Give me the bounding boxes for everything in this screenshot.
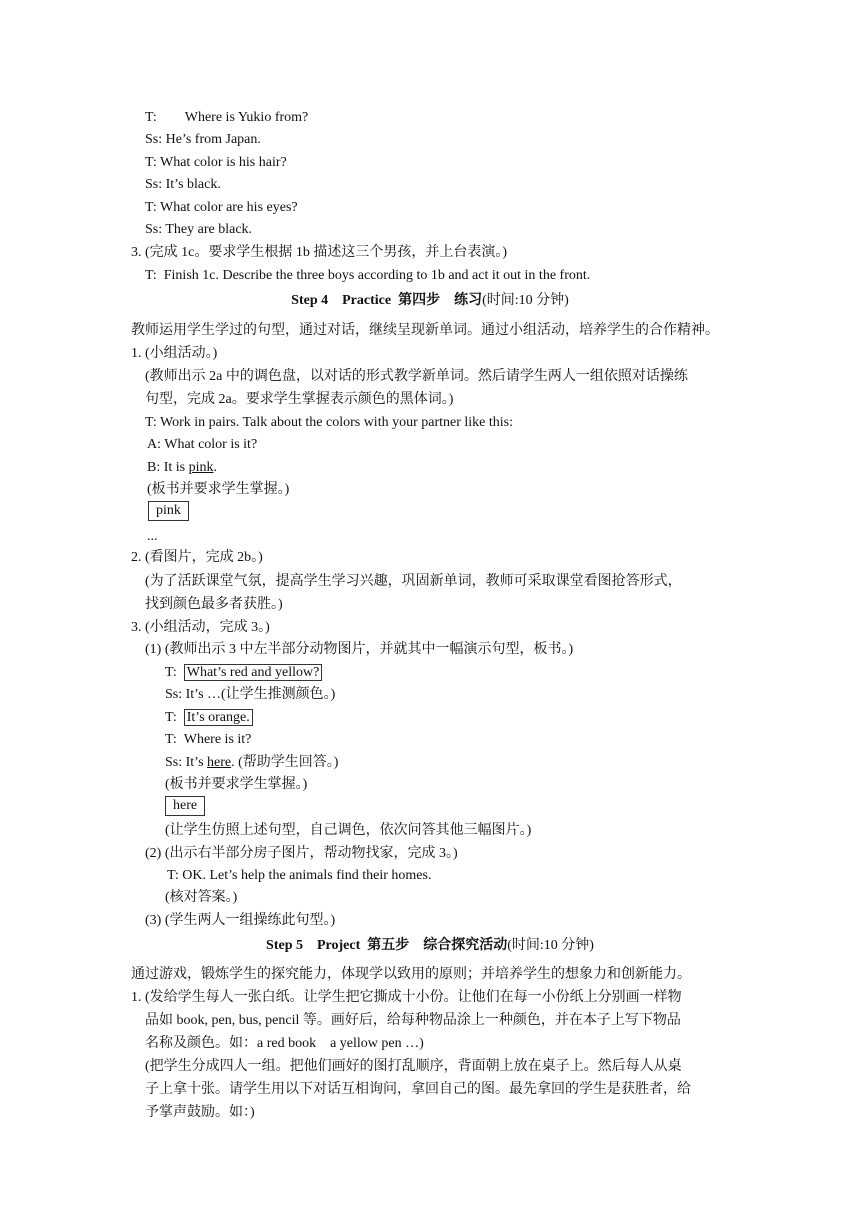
dialog-line: T: What color are his eyes? (145, 200, 298, 215)
board-word-box: here (165, 796, 205, 816)
dialog-line: T: What color is his hair? (145, 155, 287, 170)
ellipsis: ... (147, 529, 158, 544)
step5-item-1: 1. (发给学生每人一张白纸。让学生把它撕成十小份。让他们在每一小份纸上分别画一样物 (131, 990, 682, 1005)
step5-item-1-para2: 子上拿十张。请学生用以下对话互相询问，拿回自己的图。最先拿回的学生是获胜者，给 (145, 1082, 691, 1097)
step4-intro: 教师运用学生学过的句型，通过对话，继续呈现新单词。通过小组活动，培养学生的合作精神。 (131, 323, 719, 338)
step4-item-1-desc: 句型，完成 2a。要求学生掌握表示颜色的黑体词。) (145, 392, 454, 407)
step4-item-1: 1. (小组活动。) (131, 346, 218, 361)
step5-item-1-para2: 予掌声鼓励。如：) (145, 1105, 255, 1120)
step4-heading: Step 4 Practice 第四步 练习(时间:10 分钟) (291, 293, 569, 308)
dialog-line: Ss: They are black. (145, 222, 253, 237)
note: (让学生仿照上述句型，自己调色，依次问答其他三幅图片。) (165, 823, 532, 838)
step5-intro: 通过游戏，锻炼学生的探究能力，体现学以致用的原则；并培养学生的想象力和创新能力。 (131, 967, 691, 982)
step4-item-2-desc: 找到颜色最多者获胜。) (145, 597, 283, 612)
dialog-line: Ss: It’s black. (145, 177, 221, 192)
dialog-line: Ss: It’s …(让学生推测颜色。) (165, 687, 336, 702)
board-note: (板书并要求学生掌握。) (165, 777, 308, 792)
dialog-line: Ss: It’s here. (帮助学生回答。) (165, 755, 339, 770)
step4-item-1-desc: (教师出示 2a 中的调色盘，以对话的形式教学新单词。然后请学生两人一组依照对话操练 (145, 369, 688, 384)
dialog-line: A: What color is it? (147, 437, 258, 452)
boxed-sentence: What’s red and yellow? (184, 664, 323, 681)
dialog-line: T: Where is Yukio from? (145, 110, 309, 125)
dialog-line: T: It’s orange. (165, 709, 253, 727)
boxed-sentence: It’s orange. (184, 709, 253, 726)
dialog-line: T: What’s red and yellow? (165, 664, 322, 682)
step5-heading: Step 5 Project 第五步 综合探究活动(时间:10 分钟) (266, 938, 594, 953)
dialog-line: Ss: He’s from Japan. (145, 132, 261, 147)
step4-item-3-1: (1) (教师出示 3 中左半部分动物图片，并就其中一幅演示句型，板书。) (145, 642, 574, 657)
dialog-line: T: Where is it? (165, 732, 252, 747)
item-3: 3. (完成 1c。要求学生根据 1b 描述这三个男孩，并上台表演。) (131, 245, 508, 260)
step4-item-2: 2. (看图片，完成 2b。) (131, 550, 263, 565)
step5-item-1: 品如 book, pen, bus, pencil 等。画好后，给每种物品涂上一种颜色，并在本子上写下物品 (145, 1013, 681, 1028)
step4-item-3-3: (3) (学生两人一组操练此句型。) (145, 913, 336, 928)
new-word: here (207, 755, 232, 770)
step4-item-2-desc: (为了活跃课堂气氛，提高学生学习兴趣，巩固新单词，教师可采取课堂看图抢答形式， (145, 574, 682, 589)
step4-item-3-2: (2) (出示右半部分房子图片，帮动物找家，完成 3。) (145, 846, 458, 861)
note: (核对答案。) (165, 890, 238, 905)
new-word: pink (188, 460, 214, 475)
teacher-line: T: Finish 1c. Describe the three boys according to 1b and act it out in the front. (145, 268, 591, 283)
teacher-line: T: OK. Let’s help the animals find their homes. (167, 868, 432, 883)
step4-item-3: 3. (小组活动，完成 3。) (131, 620, 270, 635)
board-word-box: pink (148, 501, 189, 521)
step5-item-1: 名称及颜色。如：a red book a yellow pen …) (145, 1036, 424, 1051)
board-note: (板书并要求学生掌握。) (147, 482, 290, 497)
dialog-line: B: It is pink. (147, 460, 218, 475)
teacher-line: T: Work in pairs. Talk about the colors with your partner like this: (145, 415, 513, 430)
step5-item-1-para2: (把学生分成四人一组。把他们画好的图打乱顺序，背面朝上放在桌子上。然后每人从桌 (145, 1059, 682, 1074)
